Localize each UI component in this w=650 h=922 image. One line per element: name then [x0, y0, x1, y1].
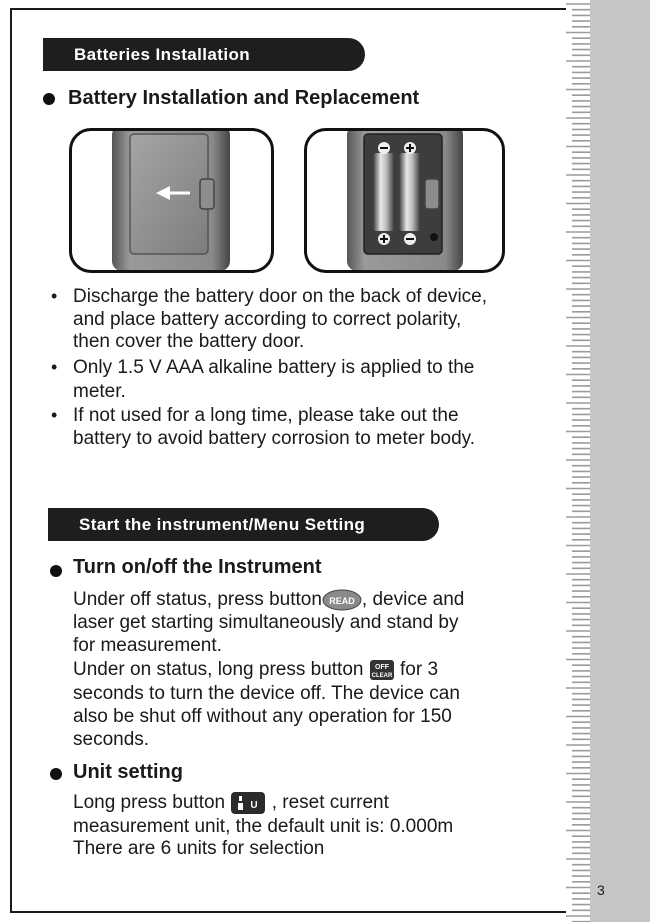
unit-line-1: Long press button U , reset current: [73, 792, 389, 814]
turn-on-line-2: laser get starting simultaneously and stand by: [73, 612, 459, 633]
unit-label: U: [250, 800, 259, 811]
off-clear-button-icon: [369, 659, 395, 681]
turn-on-line-1: Under off status, press button READ , device and: [73, 589, 465, 610]
unit-line-3: There are 6 units for selection: [73, 838, 325, 859]
list-item-line: Discharge the battery door on the back of device,: [73, 286, 488, 307]
list-bullet-icon: •: [51, 286, 58, 306]
unit-button-icon: [230, 791, 266, 815]
batteries-installation-banner: Batteries Installation: [43, 38, 365, 71]
unit-bullet-icon: [50, 768, 62, 780]
side-ruler: [566, 0, 650, 922]
list-bullet-icon: •: [51, 405, 58, 425]
read-label: READ: [329, 595, 355, 606]
off-label: OFF: [374, 663, 389, 671]
turn-on-line-6: also be shut off without any operation for 150: [73, 706, 452, 727]
list-item-line: battery to avoid battery corrosion to meter body.: [73, 428, 476, 449]
turn-on-line-7: seconds.: [73, 729, 150, 750]
start-instrument-banner: Start the instrument/Menu Setting: [48, 508, 439, 541]
clear-label: CLEAR: [371, 672, 393, 679]
page-number: 3: [597, 882, 605, 898]
list-item-line: meter.: [73, 381, 126, 402]
list-bullet-icon: •: [51, 357, 58, 377]
turn-on-line-4: Under on status, long press button OFF CLEAR for 3: [73, 659, 439, 680]
turn-on-line-3: for measurement.: [73, 635, 222, 656]
read-button-icon: [322, 589, 362, 611]
list-item-line: and place battery according to correct polarity,: [73, 309, 462, 330]
ruler-ticks: [566, 0, 650, 922]
unit-setting-heading: Unit setting: [73, 761, 183, 783]
turn-on-line-5: seconds to turn the device off. The device can: [73, 683, 460, 704]
turn-on-heading: Turn on/off the Instrument: [73, 556, 322, 578]
list-item-line: Only 1.5 V AAA alkaline battery is applied to the: [73, 357, 475, 378]
battery-installation-heading: Battery Installation and Replacement: [68, 87, 420, 109]
battery-compartment-open-photo: [304, 128, 505, 273]
list-item-line: then cover the battery door.: [73, 331, 305, 352]
turn-on-bullet-icon: [50, 565, 62, 577]
list-item-line: If not used for a long time, please take out the: [73, 405, 459, 426]
heading-bullet-icon: [43, 93, 55, 105]
unit-line-2: measurement unit, the default unit is: 0.000m: [73, 816, 454, 837]
battery-door-closed-photo: [69, 128, 274, 273]
